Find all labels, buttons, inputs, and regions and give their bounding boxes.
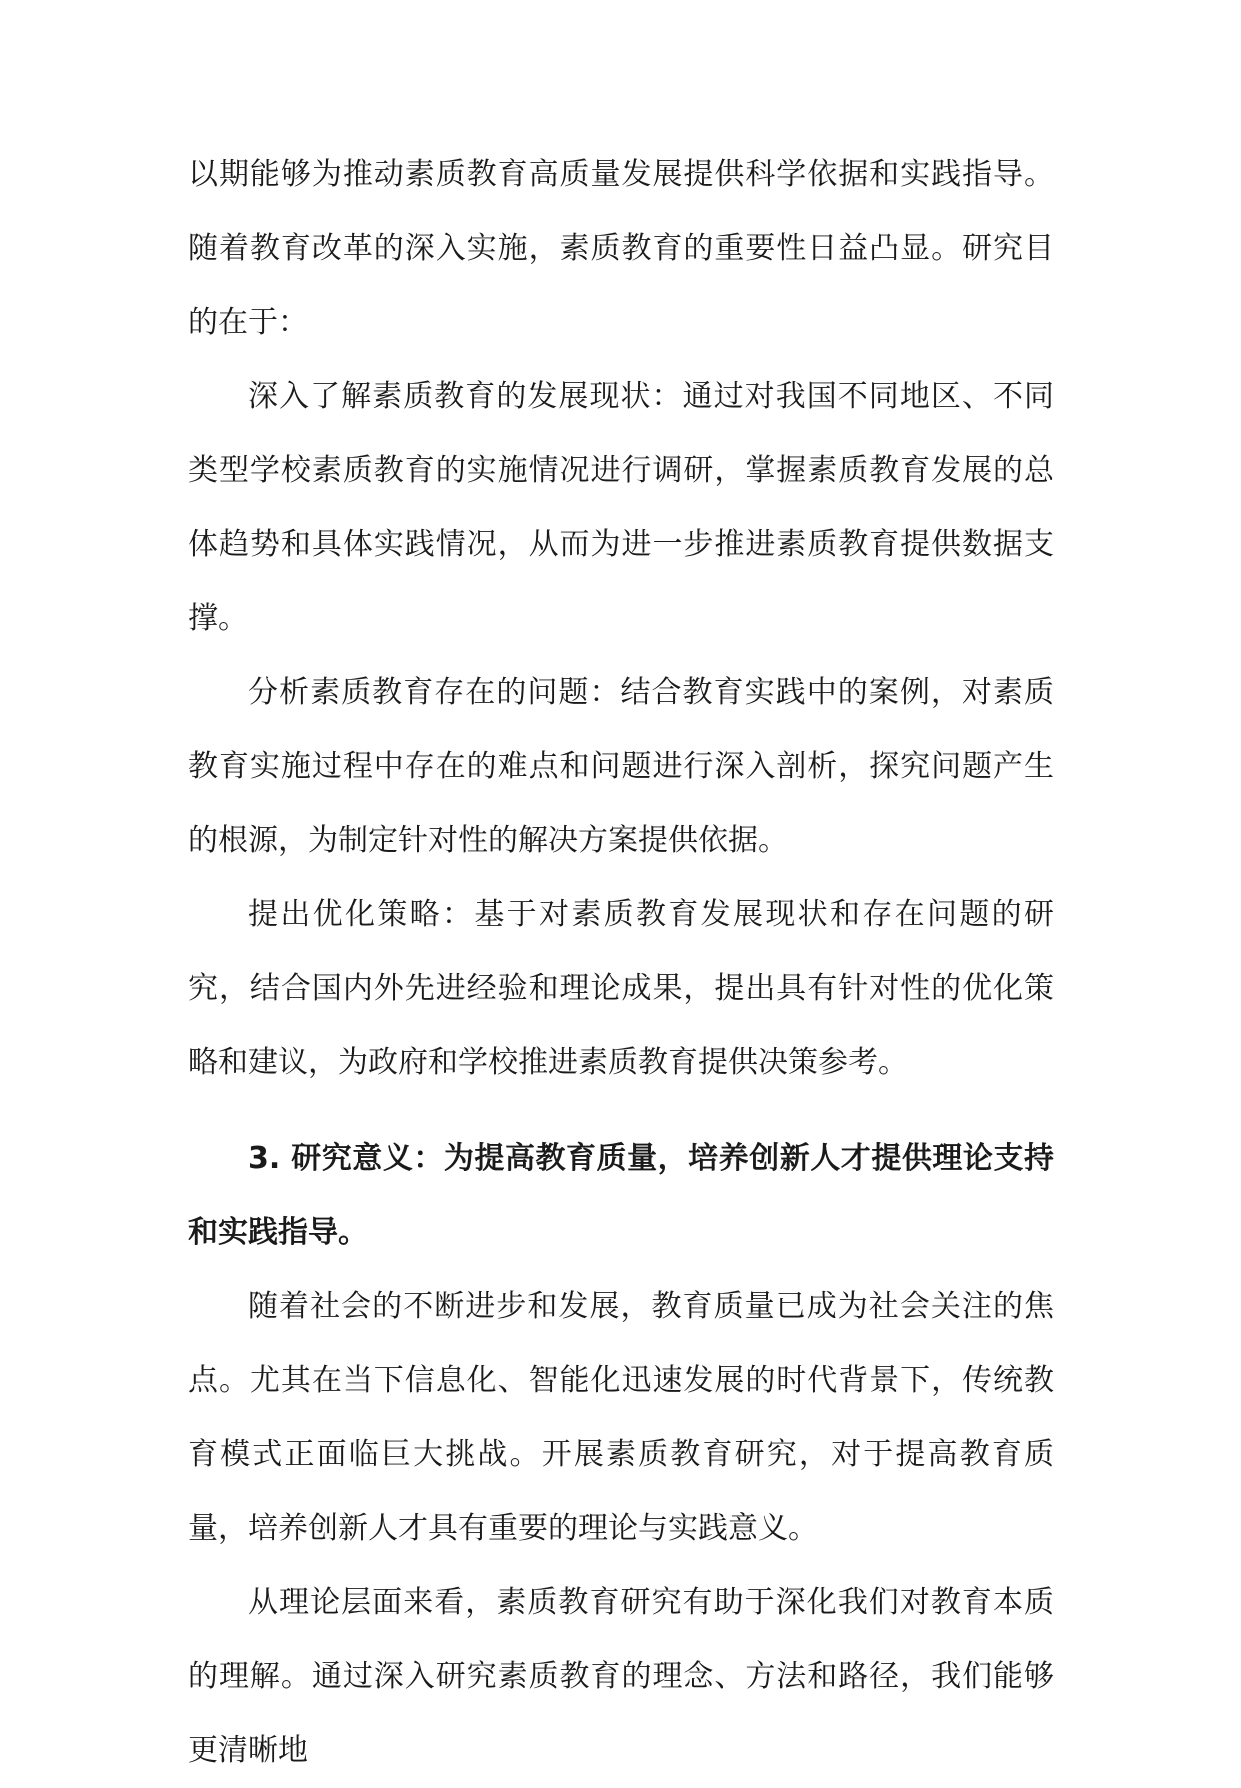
paragraph-goal-strategy: 提出优化策略：基于对素质教育发展现状和存在问题的研究，结合国内外先进经验和理论成果，提出具有针对性的优化策略和建议，为政府和学校推进素质教育提供决策参考。 <box>188 897 1054 1080</box>
paragraph-goal-problems: 分析素质教育存在的问题：结合教育实践中的案例，对素质教育实施过程中存在的难点和问题进行深入剖析，探究问题产生的根源，为制定针对性的解决方案提供依据。 <box>188 675 1054 858</box>
document-page <box>188 138 1054 1788</box>
paragraph-goal-status: 深入了解素质教育的发展现状：通过对我国不同地区、不同类型学校素质教育的实施情况进行调研，掌握素质教育发展的总体趋势和具体实践情况，从而为进一步推进素质教育提供数据支撑。 <box>188 379 1054 636</box>
paragraph-intro: 以期能够为推动素质教育高质量发展提供科学依据和实践指导。随着教育改革的深入实施，素质教育的重要性日益凸显。研究目的在于： <box>188 157 1054 340</box>
section-heading-significance: 3. 研究意义：为提高教育质量，培养创新人才提供理论支持和实践指导。 <box>188 1141 1054 1250</box>
paragraph-significance: 随着社会的不断进步和发展，教育质量已成为社会关注的焦点。尤其在当下信息化、智能化迅速发展的时代背景下，传统教育模式正面临巨大挑战。开展素质教育研究，对于提高教育质量，培养创新人才具有重要的理论与实践意义。 <box>188 1289 1054 1546</box>
paragraph-theory: 从理论层面来看，素质教育研究有助于深化我们对教育本质的理解。通过深入研究素质教育的理念、方法和路径，我们能够更清晰地 <box>188 1585 1054 1768</box>
